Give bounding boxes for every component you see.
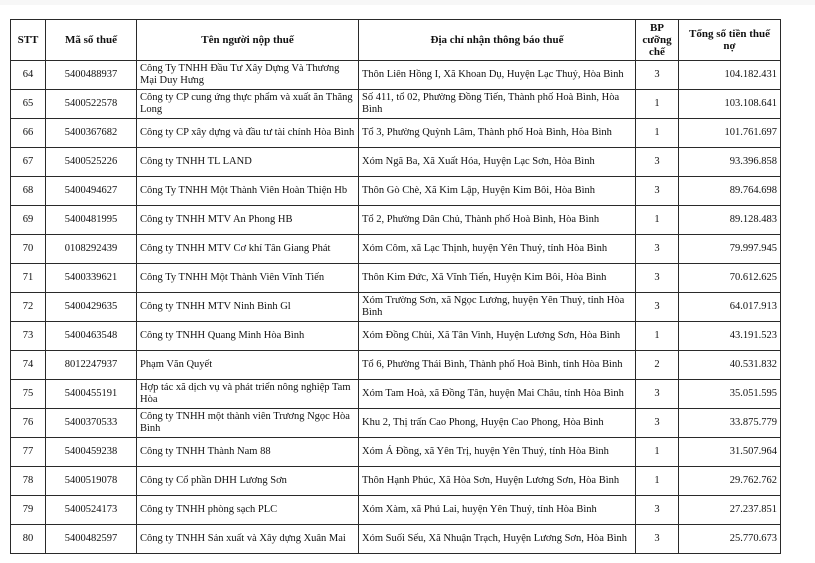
enforcement-measure-cell: 3 <box>636 177 679 206</box>
header-row <box>11 20 781 61</box>
table-row <box>11 148 781 177</box>
taxpayer-name-cell: Công ty TNHH MTV Ninh Bình Gl <box>137 293 359 322</box>
tax-debt-amount-cell: 35.051.595 <box>679 380 781 409</box>
tax-debt-amount-cell: 33.875.779 <box>679 409 781 438</box>
taxpayer-name-cell: Phạm Văn Quyết <box>137 351 359 380</box>
table-row <box>11 119 781 148</box>
tax-debt-amount-cell: 79.997.945 <box>679 235 781 264</box>
tax-debt-table <box>10 19 781 554</box>
header-address: Địa chỉ nhận thông báo thuế <box>359 20 636 61</box>
taxpayer-name-cell: Công ty TNHH Thành Nam 88 <box>137 438 359 467</box>
tax-id-cell: 0108292439 <box>46 235 137 264</box>
table-row <box>11 409 781 438</box>
enforcement-measure-cell: 3 <box>636 264 679 293</box>
tax-id-cell: 5400367682 <box>46 119 137 148</box>
enforcement-measure-cell: 1 <box>636 119 679 148</box>
header-total-tax-debt: Tổng số tiền thuế nợ <box>679 20 781 61</box>
table-header <box>11 20 781 61</box>
table-row <box>11 264 781 293</box>
enforcement-measure-cell: 3 <box>636 380 679 409</box>
stt-cell: 64 <box>11 61 46 90</box>
tax-id-cell: 5400494627 <box>46 177 137 206</box>
address-cell: Xóm Đồng Chùi, Xã Tân Vinh, Huyện Lương Sơn, Hòa Bình <box>359 322 636 351</box>
enforcement-measure-cell: 3 <box>636 61 679 90</box>
taxpayer-name-cell: Công ty TNHH Sản xuất và Xây dựng Xuân Mai <box>137 525 359 554</box>
tax-debt-amount-cell: 93.396.858 <box>679 148 781 177</box>
stt-cell: 74 <box>11 351 46 380</box>
enforcement-measure-cell: 1 <box>636 206 679 235</box>
tax-id-cell: 5400488937 <box>46 61 137 90</box>
taxpayer-name-cell: Công ty Cổ phần DHH Lương Sơn <box>137 467 359 496</box>
enforcement-measure-cell: 2 <box>636 351 679 380</box>
tax-id-cell: 5400524173 <box>46 496 137 525</box>
stt-cell: 69 <box>11 206 46 235</box>
stt-cell: 77 <box>11 438 46 467</box>
address-cell: Xóm Trường Sơn, xã Ngọc Lương, huyện Yên Thuỷ, tỉnh Hòa Bình <box>359 293 636 322</box>
enforcement-measure-cell: 3 <box>636 235 679 264</box>
taxpayer-name-cell: Công ty TNHH MTV Cơ khí Tân Giang Phát <box>137 235 359 264</box>
enforcement-measure-cell: 1 <box>636 90 679 119</box>
taxpayer-name-cell: Công ty CP cung ứng thực phẩm và xuất ăn Thăng Long <box>137 90 359 119</box>
table-row <box>11 206 781 235</box>
header-stt: STT <box>11 20 46 61</box>
tax-id-cell: 8012247937 <box>46 351 137 380</box>
tax-debt-amount-cell: 70.612.625 <box>679 264 781 293</box>
stt-cell: 68 <box>11 177 46 206</box>
address-cell: Tổ 6, Phường Thái Bình, Thành phố Hoà Bình, tỉnh Hòa Bình <box>359 351 636 380</box>
enforcement-measure-cell: 3 <box>636 496 679 525</box>
tax-id-cell: 5400463548 <box>46 322 137 351</box>
enforcement-measure-cell: 3 <box>636 409 679 438</box>
taxpayer-name-cell: Công ty TNHH một thành viên Trương Ngọc Hòa Bình <box>137 409 359 438</box>
enforcement-measure-cell: 1 <box>636 322 679 351</box>
tax-debt-amount-cell: 43.191.523 <box>679 322 781 351</box>
table-row <box>11 61 781 90</box>
table-row <box>11 322 781 351</box>
tax-debt-amount-cell: 25.770.673 <box>679 525 781 554</box>
address-cell: Thôn Gò Chè, Xã Kim Lập, Huyện Kim Bôi, Hòa Bình <box>359 177 636 206</box>
table-row <box>11 467 781 496</box>
tax-debt-amount-cell: 40.531.832 <box>679 351 781 380</box>
stt-cell: 70 <box>11 235 46 264</box>
enforcement-measure-cell: 3 <box>636 525 679 554</box>
tax-id-cell: 5400481995 <box>46 206 137 235</box>
tax-id-cell: 5400429635 <box>46 293 137 322</box>
tax-debt-amount-cell: 31.507.964 <box>679 438 781 467</box>
stt-cell: 66 <box>11 119 46 148</box>
taxpayer-name-cell: Công ty TNHH MTV An Phong HB <box>137 206 359 235</box>
tax-id-cell: 5400459238 <box>46 438 137 467</box>
address-cell: Thôn Liên Hồng I, Xã Khoan Dụ, Huyện Lạc Thuỷ, Hòa Bình <box>359 61 636 90</box>
taxpayer-name-cell: Công Ty TNHH Một Thành Viên Vĩnh Tiến <box>137 264 359 293</box>
address-cell: Xóm Tam Hoà, xã Đồng Tân, huyện Mai Châu, tỉnh Hòa Bình <box>359 380 636 409</box>
page-top-edge <box>0 0 815 5</box>
table-row <box>11 380 781 409</box>
table-row <box>11 177 781 206</box>
stt-cell: 78 <box>11 467 46 496</box>
tax-debt-amount-cell: 89.128.483 <box>679 206 781 235</box>
address-cell: Xóm Côm, xã Lạc Thịnh, huyện Yên Thuỷ, tỉnh Hòa Bình <box>359 235 636 264</box>
table-row <box>11 293 781 322</box>
header-taxpayer: Tên người nộp thuế <box>137 20 359 61</box>
enforcement-measure-cell: 3 <box>636 293 679 322</box>
stt-cell: 67 <box>11 148 46 177</box>
table-row <box>11 496 781 525</box>
taxpayer-name-cell: Công ty TNHH phòng sạch PLC <box>137 496 359 525</box>
tax-debt-amount-cell: 64.017.913 <box>679 293 781 322</box>
tax-debt-amount-cell: 89.764.698 <box>679 177 781 206</box>
enforcement-measure-cell: 3 <box>636 148 679 177</box>
address-cell: Thôn Kim Đức, Xã Vĩnh Tiến, Huyện Kim Bôi, Hòa Bình <box>359 264 636 293</box>
table-row <box>11 235 781 264</box>
table-row <box>11 525 781 554</box>
tax-id-cell: 5400522578 <box>46 90 137 119</box>
tax-id-cell: 5400339621 <box>46 264 137 293</box>
table-row <box>11 90 781 119</box>
stt-cell: 76 <box>11 409 46 438</box>
taxpayer-name-cell: Công ty CP xây dựng và đầu tư tài chính Hòa Bình <box>137 119 359 148</box>
stt-cell: 80 <box>11 525 46 554</box>
stt-cell: 73 <box>11 322 46 351</box>
tax-id-cell: 5400455191 <box>46 380 137 409</box>
tax-debt-amount-cell: 103.108.641 <box>679 90 781 119</box>
tax-debt-amount-cell: 104.182.431 <box>679 61 781 90</box>
taxpayer-name-cell: Hợp tác xã dịch vụ và phát triển nông nghiệp Tam Hòa <box>137 380 359 409</box>
stt-cell: 72 <box>11 293 46 322</box>
table-row <box>11 351 781 380</box>
address-cell: Xóm Á Đồng, xã Yên Trị, huyện Yên Thuỷ, tỉnh Hòa Bình <box>359 438 636 467</box>
enforcement-measure-cell: 1 <box>636 467 679 496</box>
header-enforcement-measure: BP cưỡng chế <box>636 20 679 61</box>
address-cell: Xóm Ngã Ba, Xã Xuất Hóa, Huyện Lạc Sơn, Hòa Bình <box>359 148 636 177</box>
table-body <box>11 61 781 554</box>
taxpayer-name-cell: Công Ty TNHH Đầu Tư Xây Dựng Và Thương Mại Duy Hưng <box>137 61 359 90</box>
stt-cell: 75 <box>11 380 46 409</box>
enforcement-measure-cell: 1 <box>636 438 679 467</box>
tax-id-cell: 5400482597 <box>46 525 137 554</box>
taxpayer-name-cell: Công Ty TNHH Một Thành Viên Hoàn Thiện Hb <box>137 177 359 206</box>
stt-cell: 71 <box>11 264 46 293</box>
tax-id-cell: 5400519078 <box>46 467 137 496</box>
address-cell: Xóm Suối Sếu, Xã Nhuận Trạch, Huyện Lương Sơn, Hòa Bình <box>359 525 636 554</box>
taxpayer-name-cell: Công ty TNHH TL LAND <box>137 148 359 177</box>
address-cell: Tổ 3, Phường Quỳnh Lâm, Thành phố Hoà Bình, Hòa Bình <box>359 119 636 148</box>
address-cell: Xóm Xàm, xã Phú Lai, huyện Yên Thuỷ, tỉnh Hòa Bình <box>359 496 636 525</box>
address-cell: Khu 2, Thị trấn Cao Phong, Huyện Cao Phong, Hòa Bình <box>359 409 636 438</box>
stt-cell: 65 <box>11 90 46 119</box>
table-row <box>11 438 781 467</box>
taxpayer-name-cell: Công ty TNHH Quang Minh Hòa Bình <box>137 322 359 351</box>
tax-id-cell: 5400525226 <box>46 148 137 177</box>
tax-debt-amount-cell: 27.237.851 <box>679 496 781 525</box>
stt-cell: 79 <box>11 496 46 525</box>
address-cell: Tổ 2, Phường Dân Chủ, Thành phố Hoà Bình, Hòa Bình <box>359 206 636 235</box>
tax-debt-amount-cell: 101.761.697 <box>679 119 781 148</box>
tax-debt-amount-cell: 29.762.762 <box>679 467 781 496</box>
address-cell: Thôn Hạnh Phúc, Xã Hòa Sơn, Huyện Lương Sơn, Hòa Bình <box>359 467 636 496</box>
address-cell: Số 411, tổ 02, Phường Đồng Tiến, Thành phố Hoà Bình, Hòa Bình <box>359 90 636 119</box>
header-tax-id: Mã số thuế <box>46 20 137 61</box>
tax-id-cell: 5400370533 <box>46 409 137 438</box>
